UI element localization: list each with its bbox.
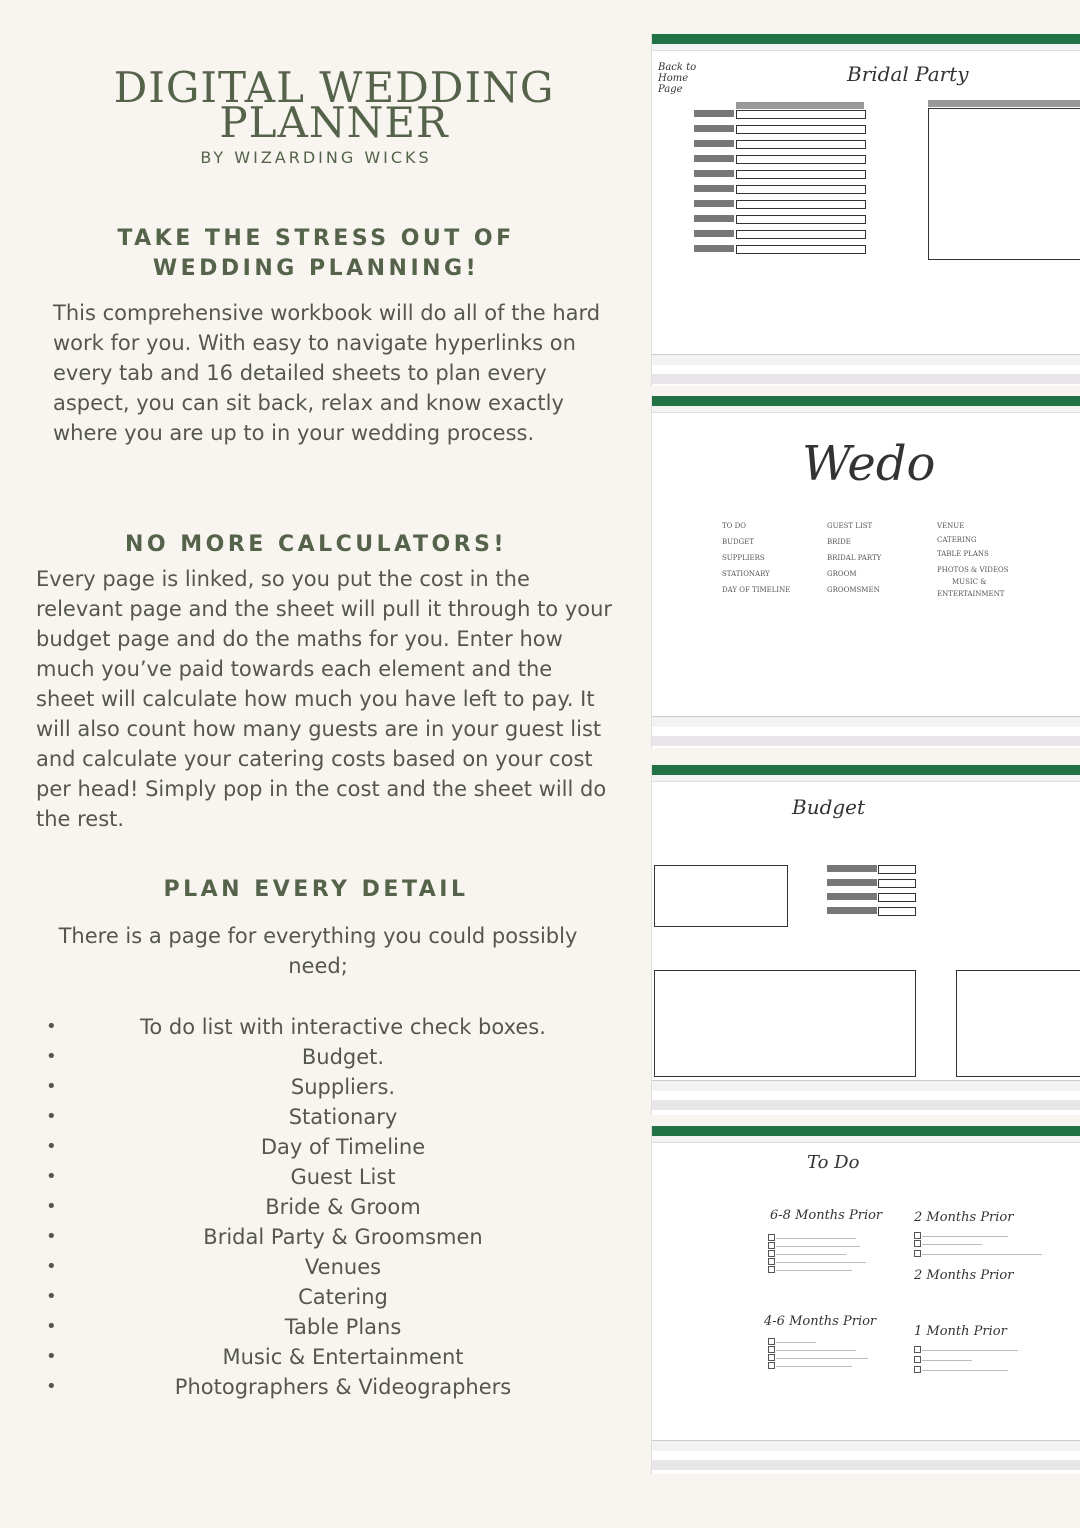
section1-heading-line1: TAKE THE STRESS OUT OF <box>117 226 515 251</box>
title-line2: PLANNER <box>219 98 449 147</box>
todo-checkbox[interactable] <box>768 1250 775 1257</box>
todo-checkbox[interactable] <box>914 1240 921 1247</box>
todo-heading: 4-6 Months Prior <box>764 1314 877 1329</box>
sheet-tabs[interactable] <box>652 716 1080 727</box>
nav-link[interactable]: CATERING <box>937 536 977 544</box>
nav-link[interactable]: PHOTOS & VIDEOS <box>937 566 1009 574</box>
back-to-home-link[interactable]: Back to Home Page <box>658 62 697 95</box>
todo-checkbox[interactable] <box>768 1242 775 1249</box>
excel-ribbon <box>652 765 1080 775</box>
section2-heading: NO MORE CALCULATORS! <box>124 532 508 557</box>
todo-heading: 1 Month Prior <box>914 1324 1007 1339</box>
todo-heading: 2 Months Prior <box>914 1268 1014 1283</box>
nav-link[interactable]: DAY OF TIMELINE <box>722 586 791 594</box>
reception-budget-table <box>956 970 1080 1077</box>
excel-menu-bar <box>652 775 1080 782</box>
todo-checkbox[interactable] <box>768 1354 775 1361</box>
list-item: • Table Plans <box>38 1312 628 1342</box>
nav-link[interactable]: STATIONARY <box>722 570 770 578</box>
screenshot-todo <box>651 1126 1080 1474</box>
list-item: • Bridal Party & Groomsmen <box>38 1222 628 1252</box>
nav-link[interactable]: BRIDE <box>827 538 851 546</box>
todo-checkbox[interactable] <box>768 1346 775 1353</box>
budget-title: Budget <box>792 795 866 819</box>
todo-checkbox[interactable] <box>914 1356 921 1363</box>
section1-heading-line2: WEDDING PLANNING! <box>152 256 480 281</box>
nav-link[interactable]: ENTERTAINMENT <box>937 590 1005 598</box>
section1-body: This comprehensive workbook will do all of the hard work for you. With easy to navigate hyperlinks on every tab and 16 detailed sheets to plan every aspect, you can sit back, relax and know exactly where you are up to in your wedding process. <box>53 301 601 445</box>
nav-link[interactable]: TO DO <box>722 522 746 530</box>
list-item: • Bride & Groom <box>38 1192 628 1222</box>
nav-link[interactable]: BRIDAL PARTY <box>827 554 882 562</box>
todo-checkbox[interactable] <box>768 1362 775 1369</box>
taskbar <box>652 1460 1080 1470</box>
sheet-tabs[interactable] <box>652 1080 1080 1091</box>
todo-checkbox[interactable] <box>768 1266 775 1273</box>
todo-heading: 6-8 Months Prior <box>770 1208 883 1223</box>
todo-checkbox[interactable] <box>768 1258 775 1265</box>
section2-body: Every page is linked, so you put the cost in the relevant page and the sheet will pull it through to your budget page and do the maths for you. Enter how much you’ve paid towards each element and the sheet will calculate how much you have left to pay. It will also count how many guests are in your guest list and calculate your catering costs based on your cost per head! Simply pop in the cost and the sheet will do the rest. <box>36 567 613 831</box>
excel-menu-bar <box>652 406 1080 413</box>
list-item: • Photographers & Videographers <box>38 1372 628 1402</box>
todo-checkbox[interactable] <box>914 1346 921 1353</box>
nav-link[interactable]: GROOM <box>827 570 857 578</box>
section3-intro: There is a page for everything you could possibly need; <box>58 924 578 978</box>
excel-ribbon <box>652 1126 1080 1136</box>
todo-checkbox[interactable] <box>768 1338 775 1345</box>
excel-menu-bar <box>652 44 1080 51</box>
nav-link[interactable]: TABLE PLANS <box>937 550 989 558</box>
todo-checkbox[interactable] <box>914 1250 921 1257</box>
screenshot-home-page <box>651 396 1080 748</box>
nav-link[interactable]: BUDGET <box>722 538 755 546</box>
section3-heading: PLAN EVERY DETAIL <box>163 877 469 902</box>
taskbar <box>652 1100 1080 1110</box>
excel-ribbon <box>652 396 1080 406</box>
list-item: • Budget. <box>38 1042 628 1072</box>
feature-list <box>38 1012 628 1402</box>
excel-menu-bar <box>652 1136 1080 1143</box>
taskbar <box>652 374 1080 384</box>
list-item: • Music & Entertainment <box>38 1342 628 1372</box>
nav-link[interactable]: SUPPLIERS <box>722 554 765 562</box>
title-line1: DIGITAL WEDDING <box>113 63 555 112</box>
list-item: • Guest List <box>38 1162 628 1192</box>
list-item: • Day of Timeline <box>38 1132 628 1162</box>
taskbar <box>652 736 1080 746</box>
bridal-party-title: Bridal Party <box>847 62 969 86</box>
sheet-tabs[interactable] <box>652 1440 1080 1451</box>
sheet-tabs[interactable] <box>652 354 1080 365</box>
nav-link[interactable]: GUEST LIST <box>827 522 873 530</box>
excel-ribbon <box>652 34 1080 44</box>
subtitle: BY WIZARDING WICKS <box>200 148 432 167</box>
nav-link[interactable]: VENUE <box>937 522 965 530</box>
todo-checkbox[interactable] <box>914 1366 921 1373</box>
nav-link[interactable]: GROOMSMEN <box>827 586 880 594</box>
list-item: • Suppliers. <box>38 1072 628 1102</box>
list-item: • To do list with interactive check boxes. <box>38 1012 628 1042</box>
ceremony-budget-table <box>654 970 916 1077</box>
todo-checkbox[interactable] <box>768 1234 775 1241</box>
todo-title: To Do <box>807 1152 860 1173</box>
list-item: • Stationary <box>38 1102 628 1132</box>
screenshot-budget <box>651 765 1080 1115</box>
list-item: • Catering <box>38 1282 628 1312</box>
list-item: • Venues <box>38 1252 628 1282</box>
nav-link[interactable]: MUSIC & <box>952 578 987 586</box>
home-title: Wedo <box>802 436 936 492</box>
savings-table <box>654 865 788 927</box>
todo-heading: 2 Months Prior <box>914 1210 1014 1225</box>
screenshot-bridal-party <box>651 34 1080 386</box>
todo-checkbox[interactable] <box>914 1232 921 1239</box>
